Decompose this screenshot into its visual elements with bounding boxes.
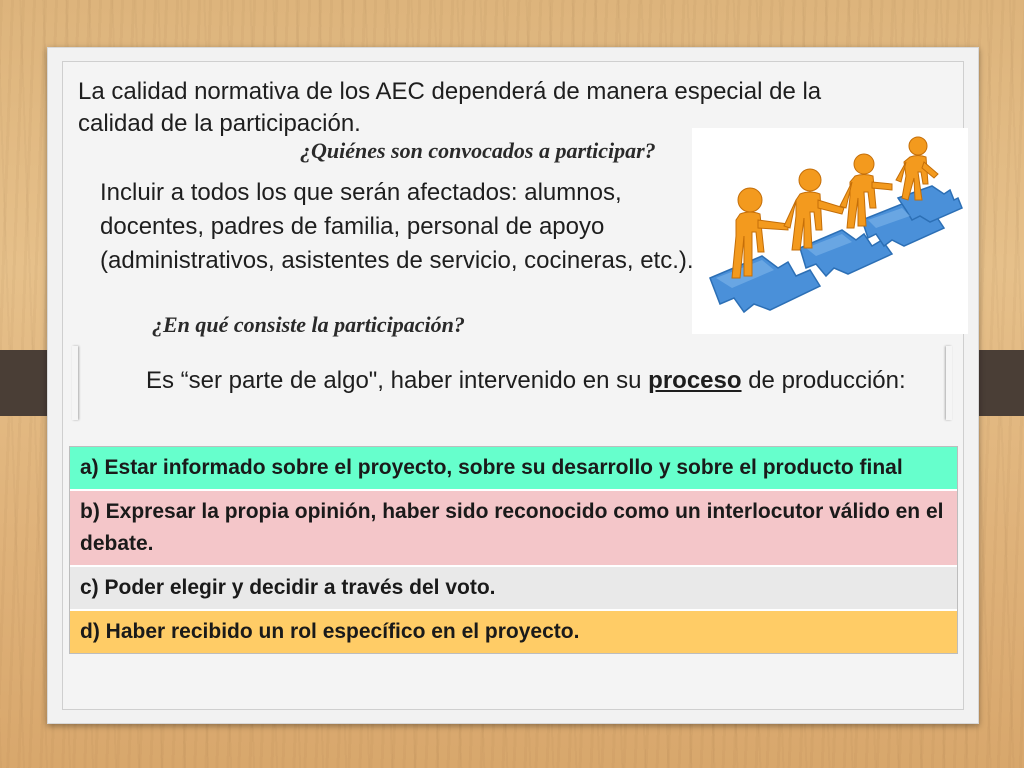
participation-definition <box>146 367 906 395</box>
question-what-is-participation: ¿En qué consiste la participación? <box>152 312 465 337</box>
definition-emphasis-proceso: proceso <box>648 367 742 394</box>
intro-text: La calidad normativa de los AEC dependerá de manera especial de la calidad de la participación. <box>78 78 822 137</box>
right-tab-edge <box>946 346 952 420</box>
option-c-row: c) Poder elegir y decidir a través del voto. <box>70 567 957 611</box>
participation-options-table <box>69 446 958 654</box>
definition-before: Es “ser parte de algo", haber intervenido en su <box>146 367 649 394</box>
definition-after: de producción: <box>741 367 906 394</box>
left-tab-edge <box>72 346 78 420</box>
option-b-row: b) Expresar la propia opinión, haber sido reconocido como un interlocutor válido en el debate. <box>70 491 957 567</box>
include-everyone-text: Incluir a todos los que serán afectados: alumnos, docentes, padres de familia, personal de apoyo (administrativos, asistentes de servicio, cocineras, etc.). <box>100 179 694 274</box>
option-a-row: a) Estar informado sobre el proyecto, sobre su desarrollo y sobre el producto final <box>70 447 957 491</box>
option-d-row: d) Haber recibido un rol específico en el proyecto. <box>70 611 957 653</box>
teamwork-puzzle-figures-icon <box>692 128 968 334</box>
question-who-participates: ¿Quiénes son convocados a participar? <box>300 138 656 163</box>
